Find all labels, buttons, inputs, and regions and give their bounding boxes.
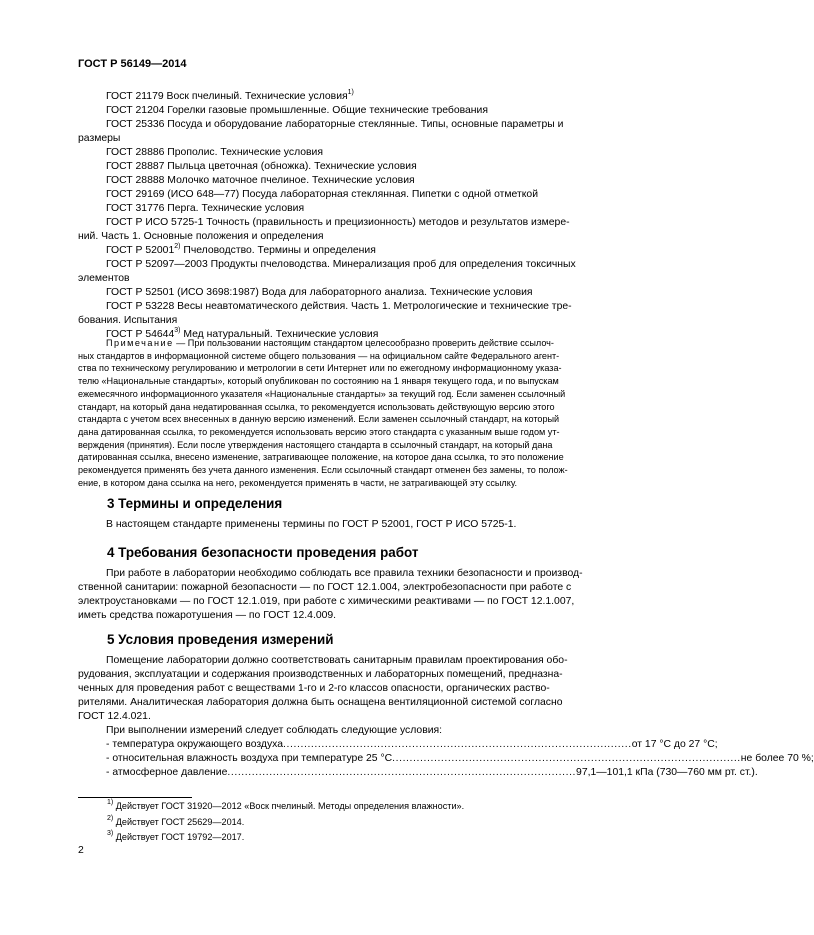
reference-item: ГОСТ 29169 (ИСО 648—77) Посуда лабораторная стеклянная. Пипетки с одной отметкой <box>106 189 539 200</box>
footnote-2: $^{2)}$ Действует ГОСТ 25629—2014. <box>107 814 245 827</box>
section-4-line: При работе в лаборатории необходимо соблюдать все правила техники безопасности и производ- <box>106 568 583 579</box>
note-first-line: Примечание — При пользовании настоящим стандартом целесообразно проверить действие ссылоч- <box>106 338 554 348</box>
section-5-line: рудования, эксплуатации и содержания производственных и лабораторных помещений, предназна- <box>78 669 563 680</box>
page-number: 2 <box>78 845 84 856</box>
note-line: рекомендуется применять без учета данного изменения. Если ссылочный стандарт отменен без замены, то полож- <box>78 465 568 476</box>
section-5-line: рителями. Аналитическая лаборатория должна быть оснащена вентиляционной системой согласно <box>78 697 563 708</box>
condition-row-pressure: - атмосферное давление .................................................................................................... 97,1—101,1 кПа (730—760 мм рт. ст.). <box>106 767 758 778</box>
section-3-body <box>78 518 586 532</box>
note-block <box>78 337 586 489</box>
leader-dots: .................................................................................................... <box>392 753 741 764</box>
note-line: стандарт, на который дана недатированная ссылка, то рекомендуется использовать действующую версию этого <box>78 401 555 412</box>
note-line: датированная ссылка, внесено изменение, затрагивающее положение, на которое дана ссылка, то это положение <box>78 452 564 463</box>
section-3-heading: 3 Термины и определения <box>107 496 283 511</box>
section-5-body <box>78 654 814 780</box>
section-4-body <box>78 567 586 623</box>
reference-item: ГОСТ 31776 Перга. Технические условия <box>106 203 305 214</box>
reference-item: ГОСТ 28888 Молочко маточное пчелиное. Технические условия <box>106 175 415 186</box>
leader-dots: .................................................................................................... <box>227 767 577 778</box>
reference-item: ГОСТ 21179 Воск пчелиный. Технические условия$^{1)}$ <box>106 88 354 102</box>
section-5-heading: 5 Условия проведения измерений <box>107 632 334 647</box>
reference-item: ГОСТ 28886 Прополис. Технические условия <box>106 147 323 158</box>
conditions-intro: При выполнении измерений следует соблюдать следующие условия: <box>106 725 443 736</box>
footnote-separator <box>78 797 192 798</box>
reference-continuation: размеры <box>78 133 121 144</box>
section-5-line: ГОСТ 12.4.021. <box>78 711 151 722</box>
reference-item: ГОСТ Р 52001$^{2)}$ Пчеловодство. Термины и определения <box>106 242 376 256</box>
reference-item: ГОСТ 28887 Пыльца цветочная (обножка). Технические условия <box>106 161 417 172</box>
footnote-3: $^{3)}$ Действует ГОСТ 19792—2017. <box>107 829 245 842</box>
reference-continuation: бования. Испытания <box>78 315 178 326</box>
reference-item: ГОСТ Р ИСО 5725-1 Точность (правильность и прецизионность) методов и результатов измере- <box>106 217 570 228</box>
note-label: Примечание <box>106 338 174 348</box>
section-4-line: иметь средства пожаротушения — по ГОСТ 12.4.009. <box>78 610 337 621</box>
note-line: дана датированная ссылка, то рекомендуется использовать версию этого стандарта с указанным выше годом ут- <box>78 426 560 437</box>
note-line: ение, в котором дана ссылка на него, рекомендуется применять в части, не затрагивающей эту ссылку. <box>78 477 517 488</box>
condition-row-temperature: - температура окружающего воздуха .................................................................................................... от 17 °С до 27 °С; <box>106 739 718 750</box>
reference-item: ГОСТ Р 54644$^{3)}$ Мед натуральный. Технические условия <box>106 326 379 340</box>
footnote-1: $^{1)}$ Действует ГОСТ 31920—2012 «Воск пчелиный. Методы определения влажности». <box>107 798 465 811</box>
note-line: стандарта с учетом всех внесенных в данную версию изменений. Если заменен ссылочный стандарт, на который <box>78 414 560 425</box>
reference-item: ГОСТ Р 52501 (ИСО 3698:1987) Вода для лабораторного анализа. Технические условия <box>106 287 533 298</box>
reference-item: ГОСТ 21204 Горелки газовые промышленные. Общие технические требования <box>106 105 488 116</box>
section-5-line: ченных для проведения работ с веществами 1-го и 2-го классов опасности, органических раство- <box>78 683 550 694</box>
note-line: ежемесячного информационного указателя «Национальные стандарты» за текущий год. Если заменен ссылочный <box>78 388 566 399</box>
reference-continuation: ний. Часть 1. Основные положения и определения <box>78 231 324 242</box>
note-line: верждения (принятия). Если после утверждения настоящего стандарта в ссылочный стандарт, на который дана <box>78 439 553 450</box>
reference-item: ГОСТ Р 52097—2003 Продукты пчеловодства. Минерализация проб для определения токсичных <box>106 259 576 270</box>
section-3-text: В настоящем стандарте применены термины по ГОСТ Р 52001, ГОСТ Р ИСО 5725-1. <box>106 519 517 530</box>
section-4-line: электроустановками — по ГОСТ 12.1.019, при работе с химическими реактивами — по ГОСТ 12.1.007, <box>78 596 575 607</box>
leader-dots: .................................................................................................... <box>283 739 632 750</box>
note-line: телю «Национальные стандарты», который опубликован по состоянию на 1 января текущего года, и по выпускам <box>78 376 559 387</box>
references-list <box>78 90 586 342</box>
section-4-heading: 4 Требования безопасности проведения работ <box>107 545 419 560</box>
document-header: ГОСТ Р 56149—2014 <box>78 58 187 70</box>
reference-item: ГОСТ Р 53228 Весы неавтоматического действия. Часть 1. Метрологические и технические тре- <box>106 301 572 312</box>
section-4-line: ственной санитарии: пожарной безопасности — по ГОСТ 12.1.004, электробезопасности при работе с <box>78 582 572 593</box>
note-line: ных стандартов в информационной системе общего пользования — на официальном сайте Федерального агент- <box>78 350 560 361</box>
note-line: ства по техническому регулированию и метрологии в сети Интернет или по ежегодному информационному указа- <box>78 363 562 374</box>
condition-row-humidity: - относительная влажность воздуха при температуре 25 °С .................................................................................................... не более 70 %; <box>106 753 814 764</box>
section-5-line: Помещение лаборатории должно соответствовать санитарным правилам проектирования обо- <box>106 655 568 666</box>
reference-continuation: элементов <box>78 273 130 284</box>
reference-item: ГОСТ 25336 Посуда и оборудование лабораторные стеклянные. Типы, основные параметры и <box>106 119 564 130</box>
